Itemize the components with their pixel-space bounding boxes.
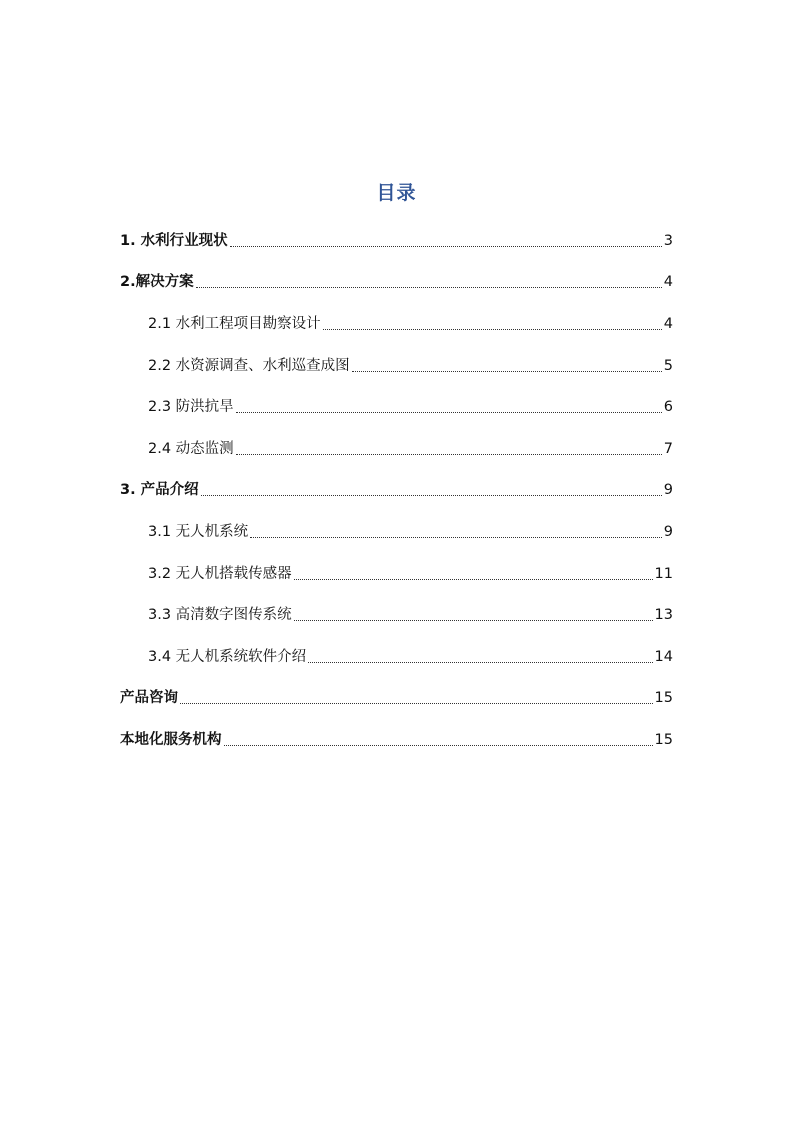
table-of-contents — [120, 220, 673, 761]
toc-entry-text: 2.2 水资源调查、水利巡查成图 — [148, 357, 350, 374]
dot-leader — [201, 494, 662, 496]
dot-leader — [230, 245, 662, 247]
toc-entry-text: 3.3 高清数字图传系统 — [148, 607, 292, 624]
dot-leader — [294, 619, 653, 621]
toc-entry-text: 2.解决方案 — [120, 274, 194, 291]
toc-page-number: 7 — [663, 440, 673, 457]
toc-page-number: 4 — [663, 274, 673, 291]
dot-leader — [224, 744, 653, 746]
toc-page-number: 5 — [663, 357, 673, 374]
toc-page-number: 9 — [663, 482, 673, 499]
toc-entry-text: 2.4 动态监测 — [148, 440, 234, 457]
dot-leader — [294, 578, 653, 580]
toc-page-number: 4 — [663, 315, 673, 332]
toc-entry-flood-drought[interactable] — [120, 386, 673, 428]
toc-entry-text: 3.1 无人机系统 — [148, 523, 249, 540]
toc-page-number: 11 — [654, 565, 673, 582]
toc-entry-text: 1. 水利行业现状 — [120, 232, 228, 249]
toc-page-number: 13 — [654, 607, 673, 624]
dot-leader — [308, 661, 652, 663]
toc-entry-text: 2.1 水利工程项目勘察设计 — [148, 315, 321, 332]
toc-entry-text: 3.2 无人机搭载传感器 — [148, 565, 292, 582]
toc-page-number: 15 — [654, 731, 673, 748]
toc-entry-solutions[interactable] — [120, 262, 673, 304]
toc-entry-uav-software[interactable] — [120, 636, 673, 678]
toc-entry-text: 本地化服务机构 — [120, 731, 222, 748]
toc-page-number: 15 — [654, 690, 673, 707]
toc-entry-water-resources-mapping[interactable] — [120, 345, 673, 387]
dot-leader — [236, 453, 662, 455]
toc-entry-product-consulting[interactable] — [120, 678, 673, 720]
toc-title: 目录 — [376, 182, 417, 204]
toc-entry-survey-design[interactable] — [120, 303, 673, 345]
toc-page-number: 6 — [663, 399, 673, 416]
dot-leader — [352, 370, 662, 372]
toc-page-number: 14 — [654, 648, 673, 665]
toc-entry-uav-sensors[interactable] — [120, 553, 673, 595]
dot-leader — [236, 411, 662, 413]
toc-entry-text: 2.3 防洪抗旱 — [148, 399, 234, 416]
toc-entry-dynamic-monitoring[interactable] — [120, 428, 673, 470]
toc-entry-product-intro[interactable] — [120, 470, 673, 512]
dot-leader — [196, 286, 662, 288]
dot-leader — [180, 702, 653, 704]
toc-entry-text: 产品咨询 — [120, 690, 178, 707]
toc-page-number: 9 — [663, 523, 673, 540]
toc-entry-industry-status[interactable] — [120, 220, 673, 262]
dot-leader — [323, 328, 662, 330]
dot-leader — [250, 536, 662, 538]
toc-page-number: 3 — [663, 232, 673, 249]
toc-entry-text: 3.4 无人机系统软件介绍 — [148, 648, 307, 665]
toc-entry-text: 3. 产品介绍 — [120, 482, 199, 499]
toc-entry-local-service[interactable] — [120, 719, 673, 761]
toc-entry-uav-system[interactable] — [120, 511, 673, 553]
toc-entry-hd-image-transmission[interactable] — [120, 594, 673, 636]
